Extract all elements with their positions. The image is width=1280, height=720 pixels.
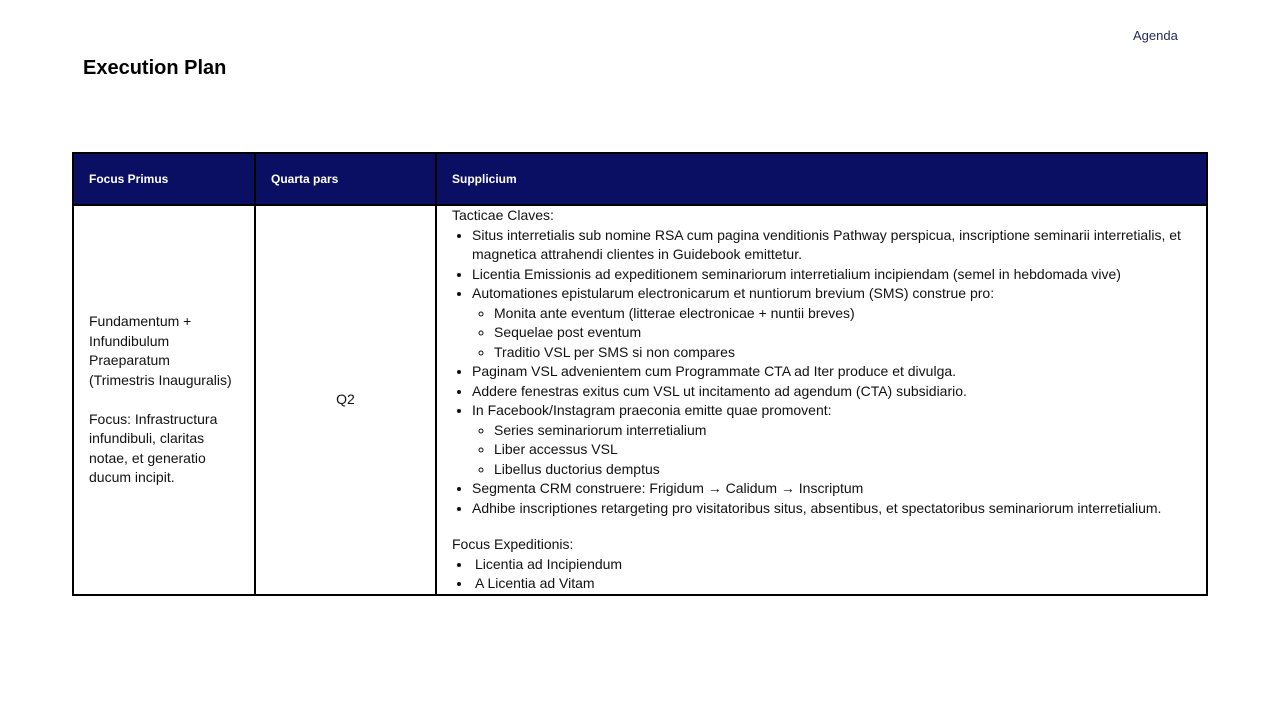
focus-title: Fundamentum + Infundibulum Praeparatum (Trimestris Inauguralis) bbox=[89, 313, 232, 388]
quarter-value: Q2 bbox=[336, 391, 355, 408]
list-item: • Addere fenestras exitus cum VSL ut incitamento ad agendum (CTA) subsidiario. bbox=[472, 382, 1191, 402]
list-item: • Licentia Emissionis ad expeditionem seminariorum interretialium incipiendam (semel in hebdomada vive) bbox=[472, 265, 1191, 285]
sublist-item: ◦ Liber accessus VSL bbox=[494, 440, 1191, 460]
list-item: • Adhibe inscriptiones retargeting pro visitatoribus situs, absentibus, et spectatoribus seminariorum interretialium. bbox=[472, 499, 1191, 519]
tactics-list bbox=[452, 226, 1191, 519]
header-supplicium: Supplicium bbox=[436, 153, 1207, 205]
header-focus-primus: Focus Primus bbox=[73, 153, 255, 205]
launch-heading: Focus Expeditionis: bbox=[452, 536, 574, 553]
list-item: • Licentia ad Incipiendum bbox=[472, 555, 1191, 575]
launch-list bbox=[452, 555, 1191, 594]
focus-description: Focus: Infrastructura infundibuli, claritas notae, et generatio ducum incipit. bbox=[89, 410, 218, 486]
ads-sublist bbox=[472, 421, 1191, 480]
list-item-text: In Facebook/Instagram praeconia emitte quae promovent: bbox=[472, 402, 832, 418]
header-quarta-pars: Quarta pars bbox=[255, 153, 436, 205]
agenda-link[interactable]: Agenda bbox=[1133, 28, 1178, 43]
list-item: • Paginam VSL advenientem cum Programmate CTA ad Iter produce et divulga. bbox=[472, 362, 1191, 382]
list-item bbox=[472, 284, 1191, 362]
page-title: Execution Plan bbox=[83, 57, 227, 79]
list-item-text: Automationes epistularum electronicarum et nuntiorum brevium (SMS) construe pro: bbox=[472, 285, 995, 301]
tactics-cell bbox=[436, 205, 1207, 595]
sublist-item: ◦ Libellus ductorius demptus bbox=[494, 460, 1191, 480]
sublist-item: ◦ Traditio VSL per SMS si non compares bbox=[494, 343, 1191, 363]
table-header-row bbox=[73, 153, 1207, 205]
list-item bbox=[472, 401, 1191, 479]
list-item: • Situs interretialis sub nomine RSA cum pagina venditionis Pathway perspicua, inscriptione seminarii interretialis, et magnetica attrahendi clientes in Guidebook emittetur. bbox=[472, 226, 1191, 265]
tactics-heading: Tacticae Claves: bbox=[452, 207, 554, 223]
automation-sublist bbox=[472, 304, 1191, 363]
sublist-item: ◦ Monita ante eventum (litterae electronicae + nuntii breves) bbox=[494, 304, 1191, 324]
quarter-cell bbox=[255, 205, 436, 595]
table-row bbox=[73, 205, 1207, 595]
sublist-item: ◦ Series seminariorum interretialium bbox=[494, 421, 1191, 441]
list-item: • A Licentia ad Vitam bbox=[472, 574, 1191, 594]
list-item: • Segmenta CRM construere: Frigidum → Calidum → Inscriptum bbox=[472, 479, 1191, 499]
focus-cell bbox=[73, 205, 255, 595]
sublist-item: ◦ Sequelae post eventum bbox=[494, 323, 1191, 343]
execution-plan-table bbox=[72, 152, 1208, 596]
